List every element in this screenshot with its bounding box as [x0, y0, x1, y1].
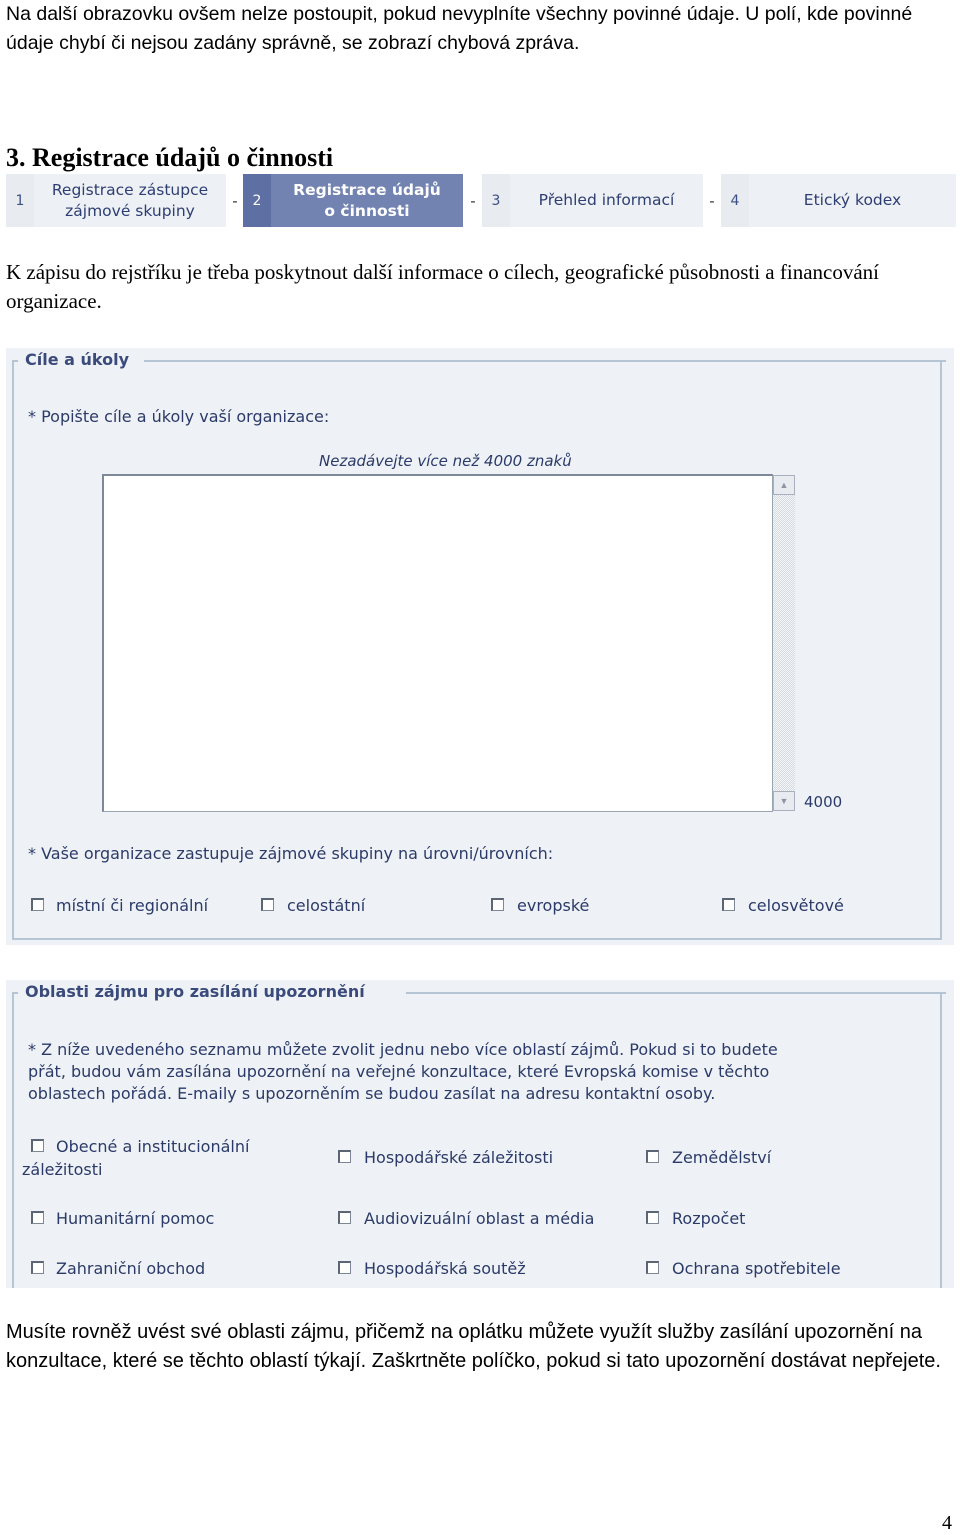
goals-textarea[interactable] [102, 474, 773, 812]
lead-paragraph: K zápisu do rejstříku je třeba poskytnout další informace o cílech, geografické působnosti a financování organizace. [6, 260, 879, 313]
interest-checkbox[interactable] [31, 1211, 44, 1224]
level-option-label: evropské [517, 896, 590, 915]
level-checkbox[interactable] [261, 898, 274, 911]
step-label: Etický kodex [749, 174, 956, 227]
interest-option-label: Obecné a institucionální záležitosti [22, 1137, 250, 1179]
step-label: Registrace zástupce zájmové skupiny [34, 174, 226, 227]
char-limit-hint: Nezadávejte více než 4000 znaků [319, 452, 572, 470]
level-checkbox[interactable] [31, 898, 44, 911]
step-separator: - [232, 191, 238, 210]
section-title: 3. Registrace údajů o činnosti [6, 143, 334, 172]
interests-description: * Z níže uvedeného seznamu můžete zvolit jednu nebo více oblastí zájmů. Pokud si to budete přát, budou vám zasílána upozornění na veřejné konzultace, které Evropská komise v těchto oblastech pořádá. E-maily s upozorněním se budou zasílat na adresu kontaktní osoby. [28, 1040, 778, 1103]
level-option-label: místní či regionální [56, 896, 209, 915]
scroll-down-icon[interactable]: ▼ [773, 791, 795, 811]
level-label: * Vaše organizace zastupuje zájmové skupiny na úrovni/úrovních: [28, 844, 554, 863]
step-number: 2 [243, 174, 271, 227]
step-label: Přehled informací [510, 174, 703, 227]
level-option-label: celostátní [287, 896, 366, 915]
interest-checkbox[interactable] [338, 1211, 351, 1224]
interest-option-label: Zemědělství [672, 1148, 772, 1167]
scroll-up-icon[interactable]: ▲ [773, 475, 795, 495]
interest-checkbox[interactable] [646, 1211, 659, 1224]
step-navigation [6, 174, 956, 227]
goals-scrollbar[interactable] [773, 475, 795, 811]
outro-paragraph: Musíte rovněž uvést své oblasti zájmu, přičemž na oplátku můžete využít služby zasílání upozornění na konzultace, které se těchto oblastí týkají. Zaškrtněte políčko, pokud si tato upozornění dostávat nepřejete. [6, 1321, 941, 1372]
panel-frame-top [144, 360, 946, 362]
step-separator: - [709, 191, 715, 210]
level-checkbox[interactable] [722, 898, 735, 911]
interest-checkbox[interactable] [646, 1150, 659, 1163]
interest-checkbox[interactable] [646, 1261, 659, 1274]
step-label: Registrace údajů o činnosti [271, 174, 463, 227]
step-number: 4 [721, 174, 749, 227]
step-number: 1 [6, 174, 34, 227]
goals-panel [6, 348, 954, 945]
page-number: 4 [942, 1512, 952, 1534]
intro-paragraph: Na další obrazovku ovšem nelze postoupit, pokud nevyplníte všechny povinné údaje. U polí, kde povinné údaje chybí či nejsou zadány správně, se zobrazí chybová zpráva. [6, 3, 913, 54]
goals-label: * Popište cíle a úkoly vaší organizace: [28, 407, 330, 426]
interest-checkbox[interactable] [338, 1150, 351, 1163]
interest-option-label: Zahraniční obchod [56, 1259, 206, 1278]
interest-checkbox[interactable] [338, 1261, 351, 1274]
panel-legend: Cíle a úkoly [22, 350, 132, 369]
step-separator: - [470, 191, 476, 210]
interest-checkbox[interactable] [31, 1261, 44, 1274]
step-number: 3 [482, 174, 510, 227]
panel-legend: Oblasti zájmu pro zasílání upozornění [22, 982, 368, 1001]
interest-option-label: Hospodářské záležitosti [364, 1148, 554, 1167]
level-option-label: celosvětové [748, 896, 844, 915]
panel-frame-top [406, 992, 946, 994]
interest-option-label: Rozpočet [672, 1209, 746, 1228]
interest-option-label: Hospodářská soutěž [364, 1259, 526, 1278]
interest-option-label: Humanitární pomoc [56, 1209, 215, 1228]
interest-option-label: Ochrana spotřebitele [672, 1259, 841, 1278]
char-counter: 4000 [804, 793, 843, 811]
level-checkbox[interactable] [491, 898, 504, 911]
interest-option-label: Audiovizuální oblast a média [364, 1209, 595, 1228]
interests-panel [6, 980, 954, 1288]
